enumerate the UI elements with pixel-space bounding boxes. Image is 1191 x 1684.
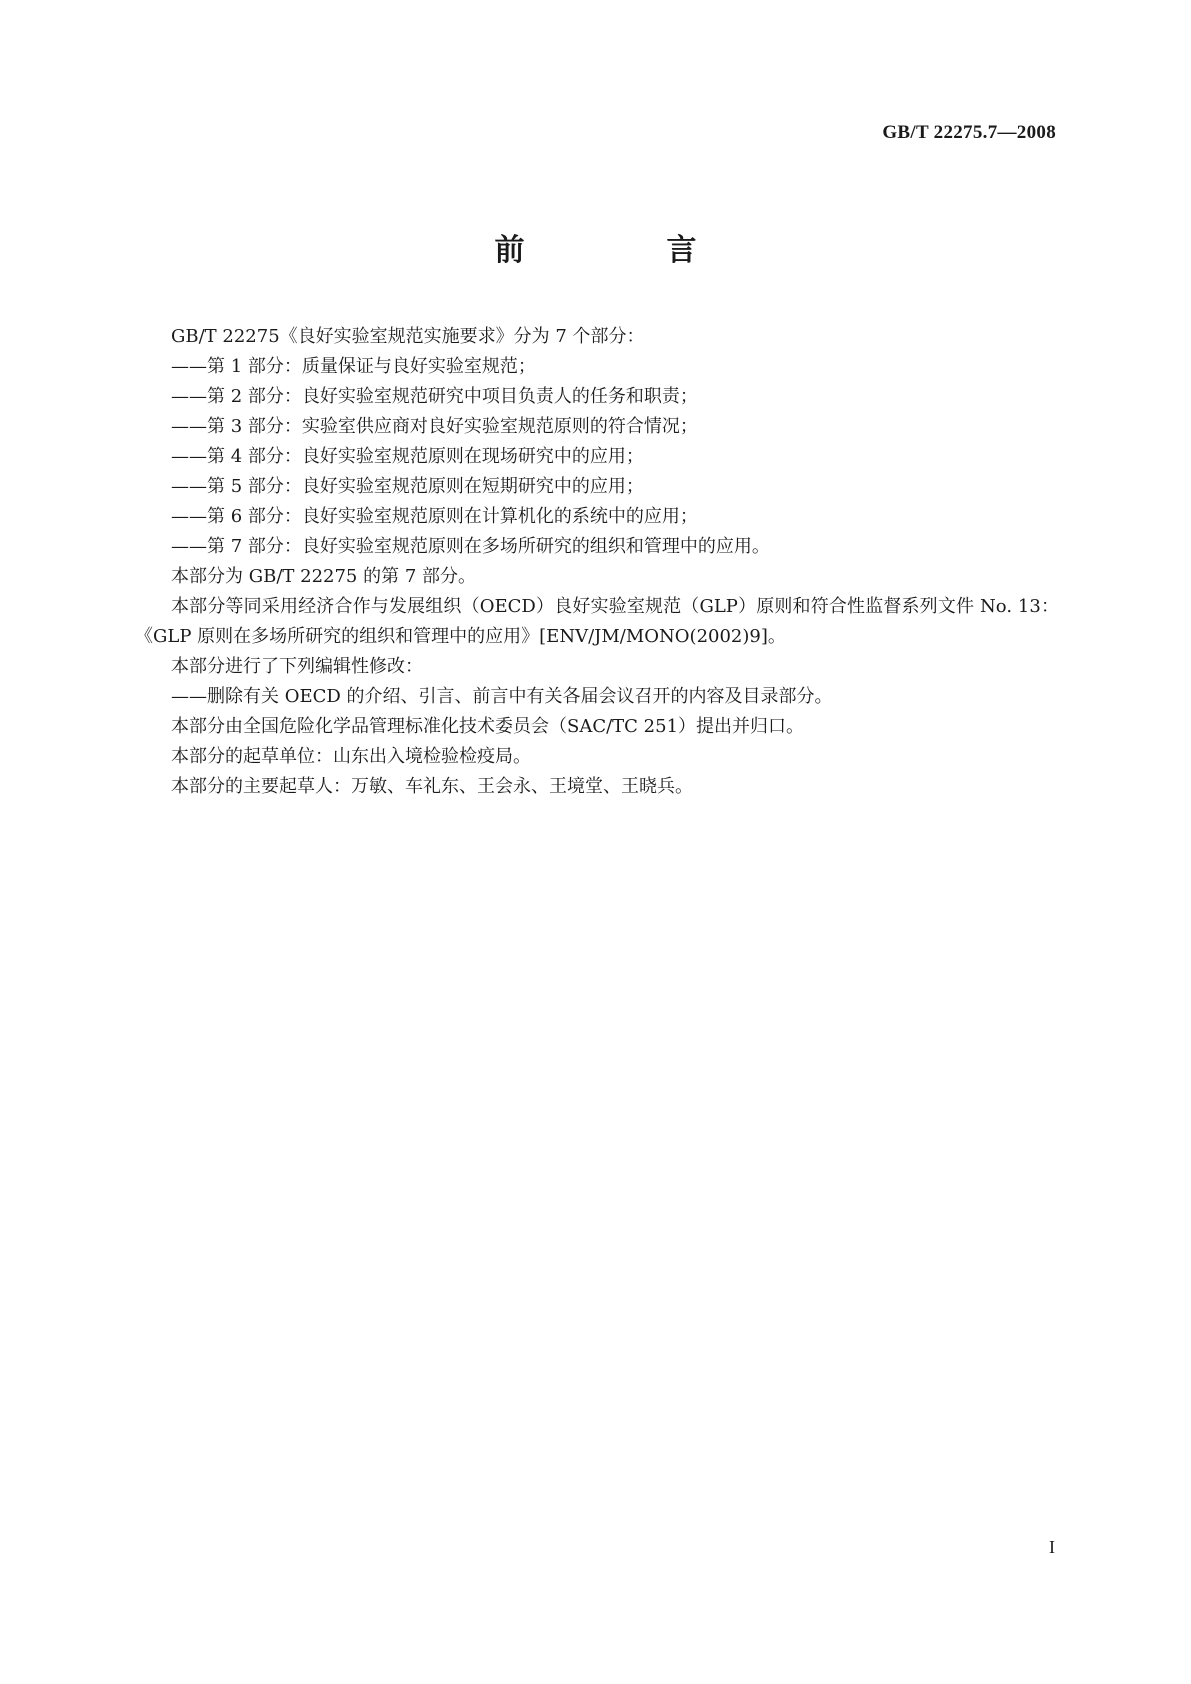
foreword-body (135, 322, 1059, 802)
page-number: I (1049, 1537, 1055, 1557)
list-item-part-5: ——第 5 部分：良好实验室规范原则在短期研究中的应用； (171, 476, 644, 497)
list-item-part-4: ——第 4 部分：良好实验室规范原则在现场研究中的应用； (171, 446, 644, 467)
paragraph-drafters: 本部分的主要起草人：万敏、车礼东、王会永、王境堂、王晓兵。 (171, 776, 693, 797)
paragraph-intro: GB/T 22275《良好实验室规范实施要求》分为 7 个部分： (171, 326, 645, 347)
list-item-edit: ——删除有关 OECD 的介绍、引言、前言中有关各届会议召开的内容及目录部分。 (171, 686, 833, 707)
list-item-part-1: ——第 1 部分：质量保证与良好实验室规范； (171, 356, 536, 377)
list-item-part-2: ——第 2 部分：良好实验室规范研究中项目负责人的任务和职责； (171, 386, 698, 407)
list-item-part-7: ——第 7 部分：良好实验室规范原则在多场所研究的组织和管理中的应用。 (171, 536, 770, 557)
page-title: 前 言 (494, 233, 753, 268)
list-item-part-6: ——第 6 部分：良好实验室规范原则在计算机化的系统中的应用； (171, 506, 698, 527)
paragraph-drafting-unit: 本部分的起草单位：山东出入境检验检疫局。 (171, 746, 531, 767)
standard-number: GB/T 22275.7—2008 (882, 122, 1056, 143)
list-item-part-3: ——第 3 部分：实验室供应商对良好实验室规范原则的符合情况； (171, 416, 698, 437)
paragraph-part-statement: 本部分为 GB/T 22275 的第 7 部分。 (171, 566, 476, 587)
paragraph-edits-intro: 本部分进行了下列编辑性修改： (171, 656, 423, 677)
paragraph-proposer: 本部分由全国危险化学品管理标准化技术委员会（SAC/TC 251）提出并归口。 (171, 716, 805, 737)
paragraph-adoption: 本部分等同采用经济合作与发展组织（OECD）良好实验室规范（GLP）原则和符合性监督系列文件 No. 13：《GLP 原则在多场所研究的组织和管理中的应用》[ENV/JM/MONO(2002)9]。 (135, 596, 1059, 647)
